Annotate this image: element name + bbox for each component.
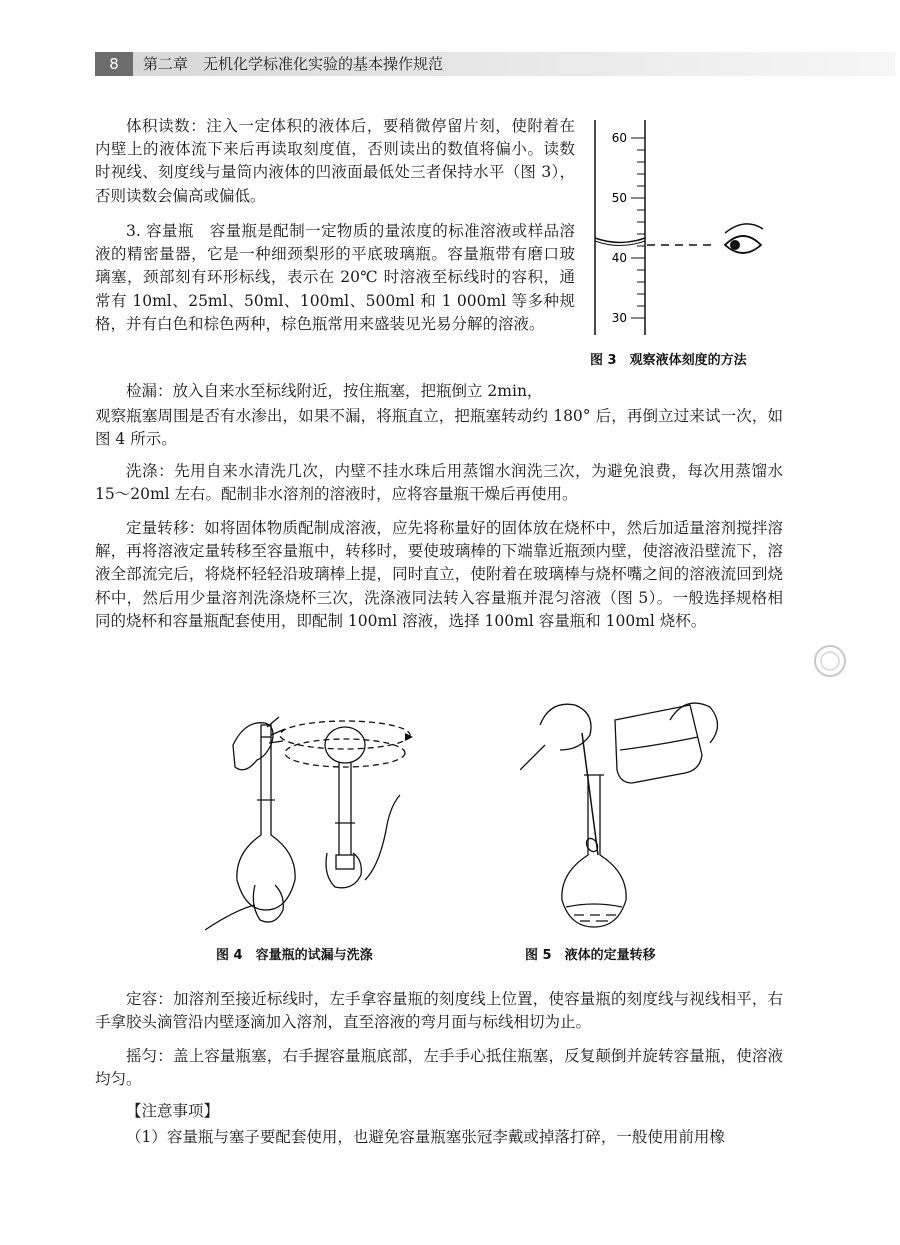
glass-rod <box>582 733 598 855</box>
paragraph-volumetric-flask: 3. 容量瓶 容量瓶是配制一定物质的量浓度的标准溶液或样品溶液的精密量器，它是一种细颈梨形的平底玻璃瓶。容量瓶带有磨口玻璃塞，颈部刻有环形标线，表示在 20℃ 时溶液至标线时的容积，通常有 10ml、25ml、50ml、100ml、500ml 和 1 000ml 等多种规格，并有白色和棕色两种，棕色瓶常用来盛装见光易分解的溶液。 <box>95 222 575 333</box>
figure-5-caption: 图 5 液体的定量转移 <box>525 948 656 963</box>
hand-under-flask <box>253 885 283 922</box>
side-watermark-icon <box>810 641 850 681</box>
tick-label-30: 30 <box>611 311 627 325</box>
hand-on-stopper <box>233 723 273 770</box>
figure-3-cylinder-diagram <box>585 115 795 340</box>
paragraph-quantitative-transfer: 定量转移：如将固体物质配制成溶液，应先将称量好的固体放在烧杯中，然后加适量溶剂搅拌溶解，再将溶液定量转移至容量瓶中，转移时，要使玻璃棒的下端靠近瓶颈内壁，使溶液沿壁流下，溶液全部流完后，将烧杯轻轻沿玻璃棒上提，同时直立，使附着在玻璃棒与烧杯嘴之间的溶液流回到烧杯中，然后用少量溶剂洗涤烧杯三次，洗涤液同法转入容量瓶并混匀溶液（图 5）。一般选择规格相同的烧杯和容量瓶配套使用，即配制 100ml 溶液，选择 100ml 容量瓶和 100ml 烧杯。 <box>95 519 783 630</box>
paragraph-leak-test: 观察瓶塞周围是否有水渗出，如果不漏，将瓶直立，把瓶塞转动约 180° 后，再倒立过来试一次，如图 4 所示。 <box>95 407 783 449</box>
paragraph-volume-reading: 体积读数：注入一定体积的液体后，要稍微停留片刻，使附着在内壁上的液体流下来后再读取刻度值，否则读出的数值将偏小。读数时视线、刻度线与量筒内液体的凹液面最低处三者保持水平（图 3），否则读数会偏高或偏低。 <box>95 117 575 205</box>
paragraph-constant-volume: 定容：加溶剂至接近标线时，左手拿容量瓶的刻度线上位置，使容量瓶的刻度线与视线相平，右手拿胶头滴管沿内壁逐滴加入溶剂，直至溶液的弯月面与标线相切为止。 <box>95 990 783 1032</box>
note-item-1: （1）容量瓶与塞子要配套使用，也避免容量瓶塞张冠李戴或掉落打碎，一般使用前用橡 <box>126 1128 725 1146</box>
rotation-path-top <box>280 721 410 749</box>
hand-on-inverted-stopper <box>326 853 361 888</box>
paragraph-leak-test-first-line: 检漏：放入自来水至标线附近，按住瓶塞，把瓶倒立 2min， <box>126 382 543 400</box>
paragraph-shaking: 摇匀：盖上容量瓶塞，右手握容量瓶底部，左手手心抵住瓶塞，反复颠倒并旋转容量瓶，使溶液均匀。 <box>95 1047 783 1089</box>
figure-5-transfer-diagram <box>520 695 760 935</box>
eye-icon <box>725 224 763 253</box>
notes-heading: 【注意事项】 <box>126 1102 220 1120</box>
flask-upright <box>237 737 295 910</box>
meniscus-lower <box>595 238 645 243</box>
chapter-title: 第二章 无机化学标准化实验的基本操作规范 <box>143 55 444 73</box>
figure-4-leak-test-diagram <box>205 705 425 935</box>
tick-label-50: 50 <box>611 191 627 205</box>
rotation-arrow-icon <box>405 733 413 741</box>
flask-inverted-bulb <box>325 727 365 763</box>
page-header <box>95 52 895 76</box>
tick-label-40: 40 <box>611 251 627 265</box>
paragraph-washing: 洗涤：先用自来水清洗几次，内壁不挂水珠后用蒸馏水润洗三次，为避免浪费，每次用蒸馏水 15～20ml 左右。配制非水溶剂的溶液时，应将容量瓶干燥后再使用。 <box>95 462 783 504</box>
figure-4-caption: 图 4 容量瓶的试漏与洗涤 <box>216 948 373 963</box>
figure-3-caption: 图 3 观察液体刻度的方法 <box>590 353 747 368</box>
cylinder-scale <box>631 138 645 318</box>
page-number: 8 <box>95 52 133 76</box>
tick-label-60: 60 <box>611 131 627 145</box>
